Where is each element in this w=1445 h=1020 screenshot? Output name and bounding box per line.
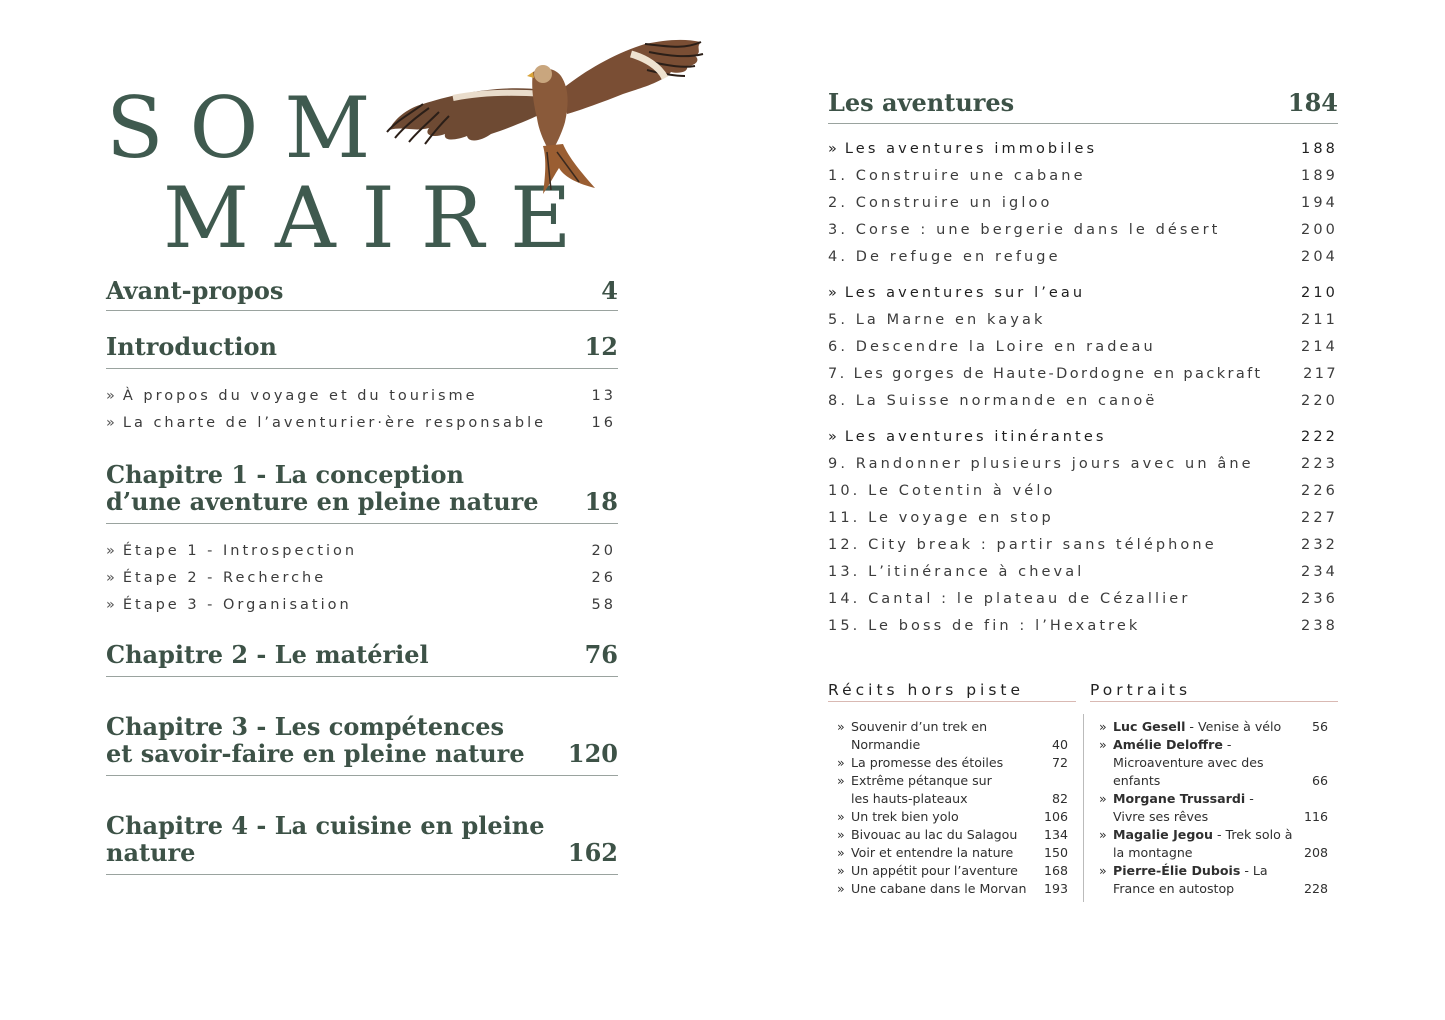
toc-chapitre-3[interactable] (106, 713, 618, 776)
arrow-icon: » (837, 755, 845, 770)
recit-label: Un appétit pour l’aventure (851, 863, 1018, 878)
recit-item[interactable] (836, 844, 1070, 862)
aventure-label: 11. Le voyage en stop (828, 510, 1054, 526)
toc-chapitre-4-title-line2: nature (106, 838, 196, 867)
aventure-page: 211 (1301, 312, 1338, 328)
toc-chapitre-3-title-line1: Chapitre 3 - Les compétences (106, 712, 505, 741)
toc-chapitre-4-title-line1: Chapitre 4 - La cuisine en pleine (106, 811, 545, 840)
toc-sub-page: 20 (591, 543, 616, 559)
aventure-label: 9. Randonner plusieurs jours avec un âne (828, 456, 1254, 472)
recit-item[interactable] (836, 862, 1070, 880)
aventure-item[interactable] (828, 586, 1338, 613)
toc-les-aventures-title: Les aventures (828, 88, 1015, 117)
group-heading-label: Les aventures immobiles (844, 141, 1098, 157)
aventure-item[interactable] (828, 613, 1338, 640)
aventure-item[interactable] (828, 163, 1338, 190)
group-heading-label: Les aventures sur l’eau (844, 285, 1086, 301)
toc-sub-page: 13 (591, 388, 616, 404)
portraits-list (1098, 718, 1330, 898)
recit-item[interactable] (836, 718, 1070, 754)
arrow-icon: » (1099, 737, 1107, 752)
arrow-icon: » (1099, 863, 1107, 878)
arrow-icon: » (837, 845, 845, 860)
portrait-item[interactable] (1098, 790, 1330, 826)
portrait-name: Pierre-Élie Dubois (1113, 863, 1241, 878)
arrow-icon: » (837, 719, 845, 734)
recit-label: Extrême pétanque sur les hauts-plateaux (851, 773, 992, 806)
arrow-icon: » (106, 388, 115, 404)
aventure-page: 194 (1301, 195, 1338, 211)
recit-page: 134 (1043, 827, 1068, 842)
recit-page: 82 (1051, 791, 1068, 806)
toc-sub-page: 26 (591, 570, 616, 586)
right-toc-column (828, 88, 1338, 640)
toc-chapitre-3-title-line2: et savoir-faire en pleine nature (106, 739, 525, 768)
portrait-page: 208 (1303, 845, 1328, 860)
group-heading-page: 222 (1301, 429, 1338, 445)
toc-introduction-page: 12 (584, 332, 618, 361)
aventure-page: 204 (1301, 249, 1338, 265)
portrait-topic: - Trek solo à la montagne (1113, 827, 1293, 860)
toc-chapitre-1-subs (106, 524, 618, 631)
toc-sub-label: À propos du voyage et du tourisme (122, 388, 478, 404)
arrow-icon: » (837, 809, 845, 824)
aventure-page: 223 (1301, 456, 1338, 472)
aventures-group-itinerantes (828, 424, 1338, 640)
toc-chapitre-1[interactable] (106, 461, 618, 524)
portrait-item[interactable] (1098, 718, 1330, 736)
aventure-item[interactable] (828, 532, 1338, 559)
portrait-name: Magalie Jegou (1113, 827, 1213, 842)
toc-avant-propos[interactable] (106, 277, 618, 311)
portrait-item[interactable] (1098, 826, 1330, 862)
portrait-topic: - Vivre ses rêves (1113, 791, 1254, 824)
recit-item[interactable] (836, 808, 1070, 826)
arrow-icon: » (837, 773, 845, 788)
toc-chapitre-2-title: Chapitre 2 - Le matériel (106, 640, 429, 669)
aventure-page: 220 (1301, 393, 1338, 409)
arrow-icon: » (1099, 791, 1107, 806)
title-line-2: MAIRE (163, 169, 598, 267)
toc-chapitre-4[interactable] (106, 812, 618, 875)
recit-page: 72 (1051, 755, 1068, 770)
toc-chapitre-3-page: 120 (567, 739, 618, 768)
group-heading[interactable] (828, 136, 1338, 163)
recit-page: 193 (1043, 881, 1068, 896)
aventure-item[interactable] (828, 451, 1338, 478)
arrow-icon: » (1099, 827, 1107, 842)
recit-item[interactable] (836, 826, 1070, 844)
aventure-page: 214 (1301, 339, 1338, 355)
aventure-item[interactable] (828, 217, 1338, 244)
arrow-icon: » (828, 429, 837, 445)
arrow-icon: » (106, 597, 115, 613)
arrow-icon: » (106, 415, 115, 431)
aventure-page: 238 (1301, 618, 1338, 634)
arrow-icon: » (828, 141, 837, 157)
toc-sub-item[interactable] (106, 538, 618, 565)
toc-sub-label: Étape 3 - Organisation (122, 597, 352, 613)
aventures-group-eau (828, 280, 1338, 415)
portrait-name: Luc Gesell (1113, 719, 1186, 734)
recits-portraits-section (828, 680, 1338, 910)
portrait-topic: - Microaventure avec des enfants (1113, 737, 1264, 788)
arrow-icon: » (837, 863, 845, 878)
portrait-item[interactable] (1098, 862, 1330, 898)
aventure-page: 189 (1301, 168, 1338, 184)
aventure-item[interactable] (828, 388, 1338, 415)
toc-introduction[interactable] (106, 333, 618, 369)
arrow-icon: » (1099, 719, 1107, 734)
aventures-group-immobiles (828, 136, 1338, 271)
toc-sub-item[interactable] (106, 565, 618, 592)
recit-page: 150 (1043, 845, 1068, 860)
arrow-icon: » (837, 881, 845, 896)
toc-chapitre-4-page: 162 (567, 838, 618, 867)
group-heading-page: 188 (1301, 141, 1338, 157)
recit-page: 168 (1043, 863, 1068, 878)
recit-item[interactable] (836, 754, 1070, 772)
column-divider (1083, 714, 1084, 902)
arrow-icon: » (106, 570, 115, 586)
toc-les-aventures-page: 184 (1287, 88, 1338, 117)
aventure-label: 2. Construire un igloo (828, 195, 1053, 211)
aventure-item[interactable] (828, 334, 1338, 361)
recits-list (836, 718, 1070, 898)
toc-sub-label: Étape 2 - Recherche (122, 570, 327, 586)
arrow-icon: » (837, 827, 845, 842)
portrait-item[interactable] (1098, 736, 1330, 790)
recit-label: Un trek bien yolo (851, 809, 959, 824)
aventure-item[interactable] (828, 361, 1338, 388)
toc-sub-label: Étape 1 - Introspection (122, 543, 358, 559)
toc-sub-page: 58 (591, 597, 616, 613)
toc-les-aventures[interactable] (828, 88, 1338, 124)
aventure-page: 226 (1301, 483, 1338, 499)
toc-sub-label: La charte de l’aventurier·ère responsable (122, 415, 547, 431)
aventure-label: 6. Descendre la Loire en radeau (828, 339, 1156, 355)
aventure-item[interactable] (828, 478, 1338, 505)
aventure-item[interactable] (828, 505, 1338, 532)
recit-label: La promesse des étoiles (851, 755, 1004, 770)
aventure-label: 12. City break : partir sans téléphone (828, 537, 1217, 553)
left-toc-column (106, 277, 618, 875)
aventure-item[interactable] (828, 559, 1338, 586)
portrait-page: 56 (1311, 719, 1328, 734)
recit-label: Voir et entendre la nature (851, 845, 1014, 860)
recit-page: 40 (1051, 737, 1068, 752)
portrait-page: 66 (1311, 773, 1328, 788)
toc-chapitre-2[interactable] (106, 641, 618, 677)
group-heading-label: Les aventures itinérantes (844, 429, 1107, 445)
toc-chapitre-1-title-line1: Chapitre 1 - La conception (106, 460, 464, 489)
aventure-page: 234 (1301, 564, 1338, 580)
toc-chapitre-1-page: 18 (584, 487, 618, 516)
toc-sub-item[interactable] (106, 592, 618, 619)
toc-sub-page: 16 (591, 415, 616, 431)
aventure-label: 5. La Marne en kayak (828, 312, 1046, 328)
aventure-label: 13. L’itinérance à cheval (828, 564, 1085, 580)
aventure-page: 217 (1303, 366, 1338, 382)
group-heading[interactable] (828, 280, 1338, 307)
group-heading[interactable] (828, 424, 1338, 451)
recit-label: Une cabane dans le Morvan (851, 881, 1027, 896)
aventure-item[interactable] (828, 190, 1338, 217)
aventure-page: 227 (1301, 510, 1338, 526)
aventure-item[interactable] (828, 244, 1338, 271)
toc-avant-propos-page: 4 (601, 276, 618, 305)
aventure-page: 236 (1301, 591, 1338, 607)
portrait-topic: - La France en autostop (1113, 863, 1268, 896)
recit-label: Bivouac au lac du Salagou (851, 827, 1018, 842)
aventure-label: 15. Le boss de fin : l’Hexatrek (828, 618, 1141, 634)
title-line-1: SOM (106, 79, 397, 177)
toc-avant-propos-title: Avant-propos (106, 276, 284, 305)
aventure-label: 10. Le Cotentin à vélo (828, 483, 1056, 499)
aventure-label: 1. Construire une cabane (828, 168, 1086, 184)
aventure-label: 4. De refuge en refuge (828, 249, 1061, 265)
aventure-label: 3. Corse : une bergerie dans le désert (828, 222, 1221, 238)
portraits-heading: Portraits (1090, 680, 1338, 702)
portrait-name: Amélie Deloffre (1113, 737, 1223, 752)
arrow-icon: » (828, 285, 837, 301)
toc-introduction-title: Introduction (106, 332, 277, 361)
toc-sub-item[interactable] (106, 383, 618, 410)
recit-label: Souvenir d’un trek en Normandie (851, 719, 988, 752)
arrow-icon: » (106, 543, 115, 559)
red-kite-bird-illustration (383, 32, 713, 202)
recit-page: 106 (1043, 809, 1068, 824)
recits-heading: Récits hors piste (828, 680, 1076, 702)
toc-introduction-subs (106, 369, 618, 449)
toc-chapitre-1-title-line2: d’une aventure en pleine nature (106, 487, 539, 516)
recit-item[interactable] (836, 772, 1070, 808)
aventure-item[interactable] (828, 307, 1338, 334)
portrait-name: Morgane Trussardi (1113, 791, 1246, 806)
portrait-page: 228 (1303, 881, 1328, 896)
portrait-topic: - Venise à vélo (1185, 719, 1282, 734)
aventure-label: 7. Les gorges de Haute-Dordogne en packraft (828, 366, 1263, 382)
aventure-page: 200 (1301, 222, 1338, 238)
aventure-page: 232 (1301, 537, 1338, 553)
group-heading-page: 210 (1301, 285, 1338, 301)
portrait-page: 116 (1303, 809, 1328, 824)
toc-sub-item[interactable] (106, 410, 618, 437)
aventure-label: 14. Cantal : le plateau de Cézallier (828, 591, 1191, 607)
toc-chapitre-2-page: 76 (584, 640, 618, 669)
aventure-label: 8. La Suisse normande en canoë (828, 393, 1158, 409)
recit-item[interactable] (836, 880, 1070, 898)
